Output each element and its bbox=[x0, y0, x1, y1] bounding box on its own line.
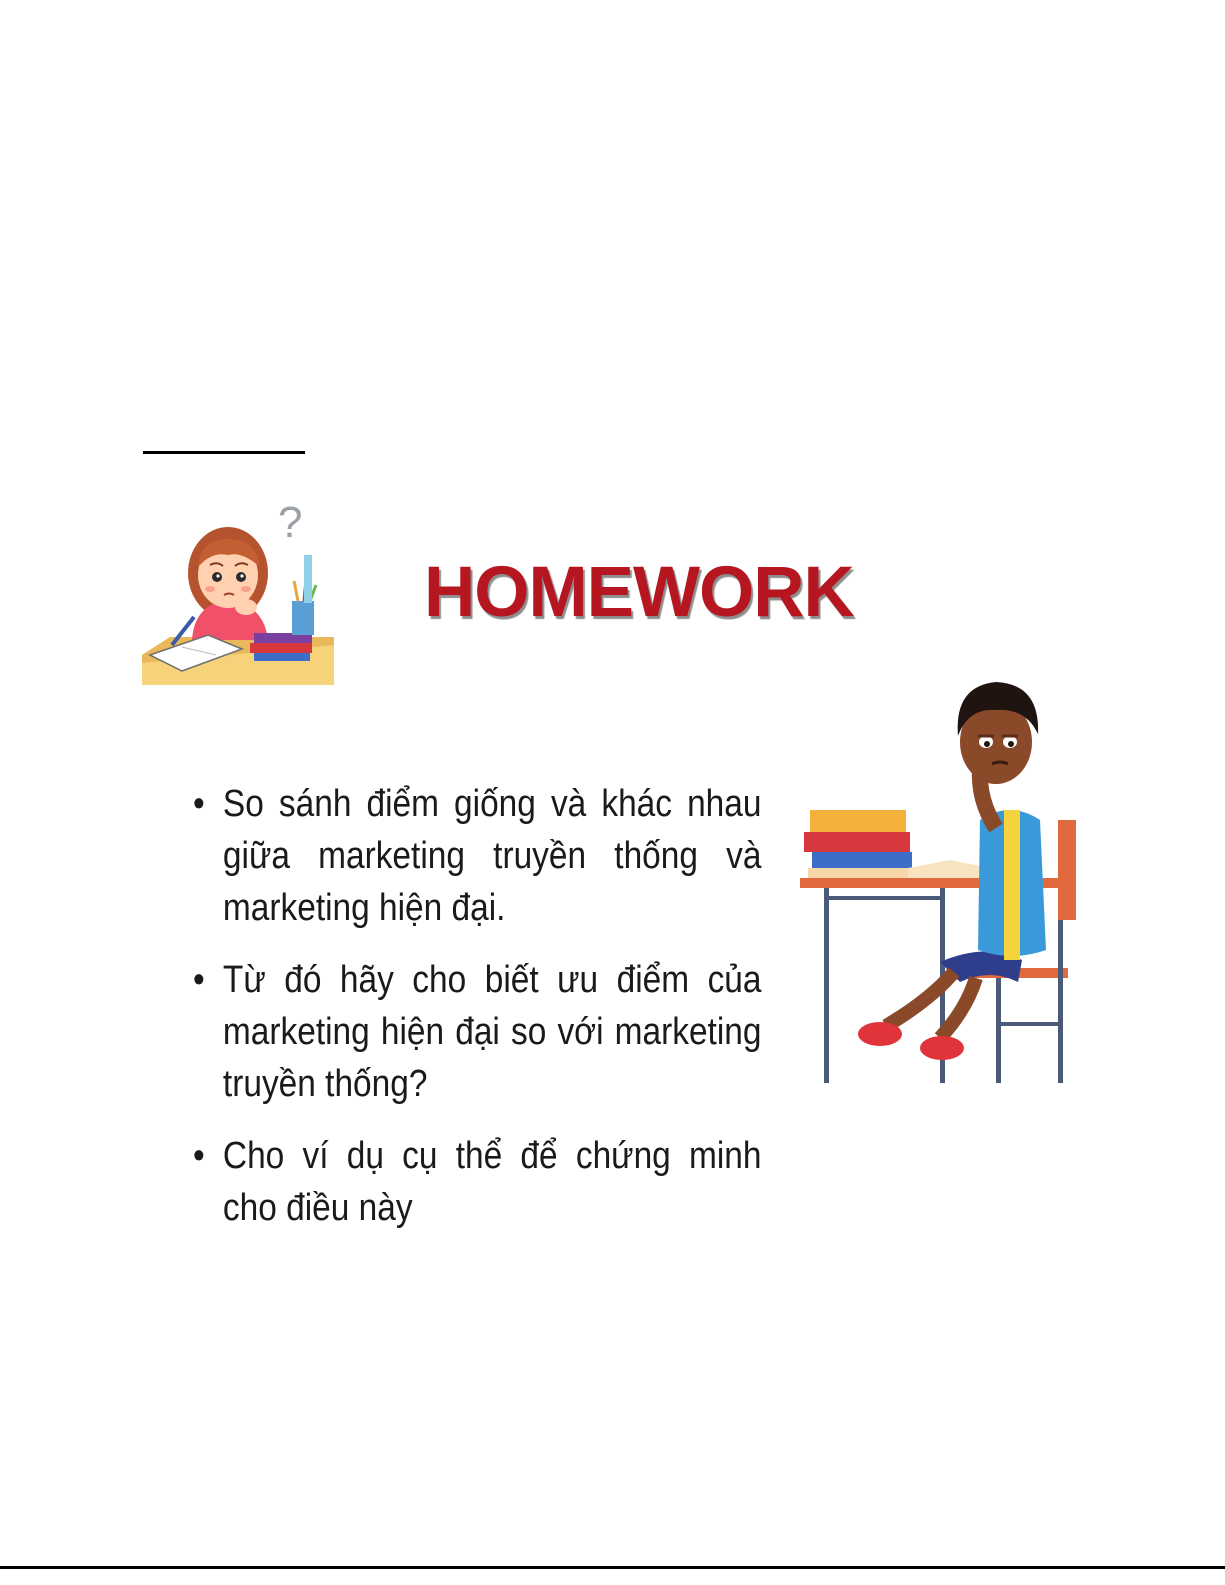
top-rule-line bbox=[143, 451, 305, 454]
bored-boy-at-desk-illustration bbox=[790, 650, 1095, 1090]
bullet-icon: • bbox=[193, 783, 205, 825]
bullet-icon: • bbox=[193, 1135, 205, 1177]
homework-title: HOMEWORK bbox=[424, 553, 854, 632]
bullet-text: Cho ví dụ cụ thể để chứng minh cho điều này bbox=[222, 1135, 762, 1229]
homework-bullet-list bbox=[193, 778, 762, 1254]
thinking-girl-illustration bbox=[142, 495, 334, 685]
list-item bbox=[193, 778, 761, 934]
bottom-rule-line bbox=[0, 1566, 1225, 1569]
bullet-icon: • bbox=[193, 959, 205, 1001]
list-item bbox=[193, 954, 761, 1110]
list-item bbox=[193, 1130, 761, 1234]
question-mark-icon: ? bbox=[278, 498, 303, 547]
bullet-text: So sánh điểm giống và khác nhau giữa marketing truyền thống và marketing hiện đại. bbox=[222, 783, 762, 929]
bullet-text: Từ đó hãy cho biết ưu điểm của marketing hiện đại so với marketing truyền thống? bbox=[222, 959, 762, 1105]
